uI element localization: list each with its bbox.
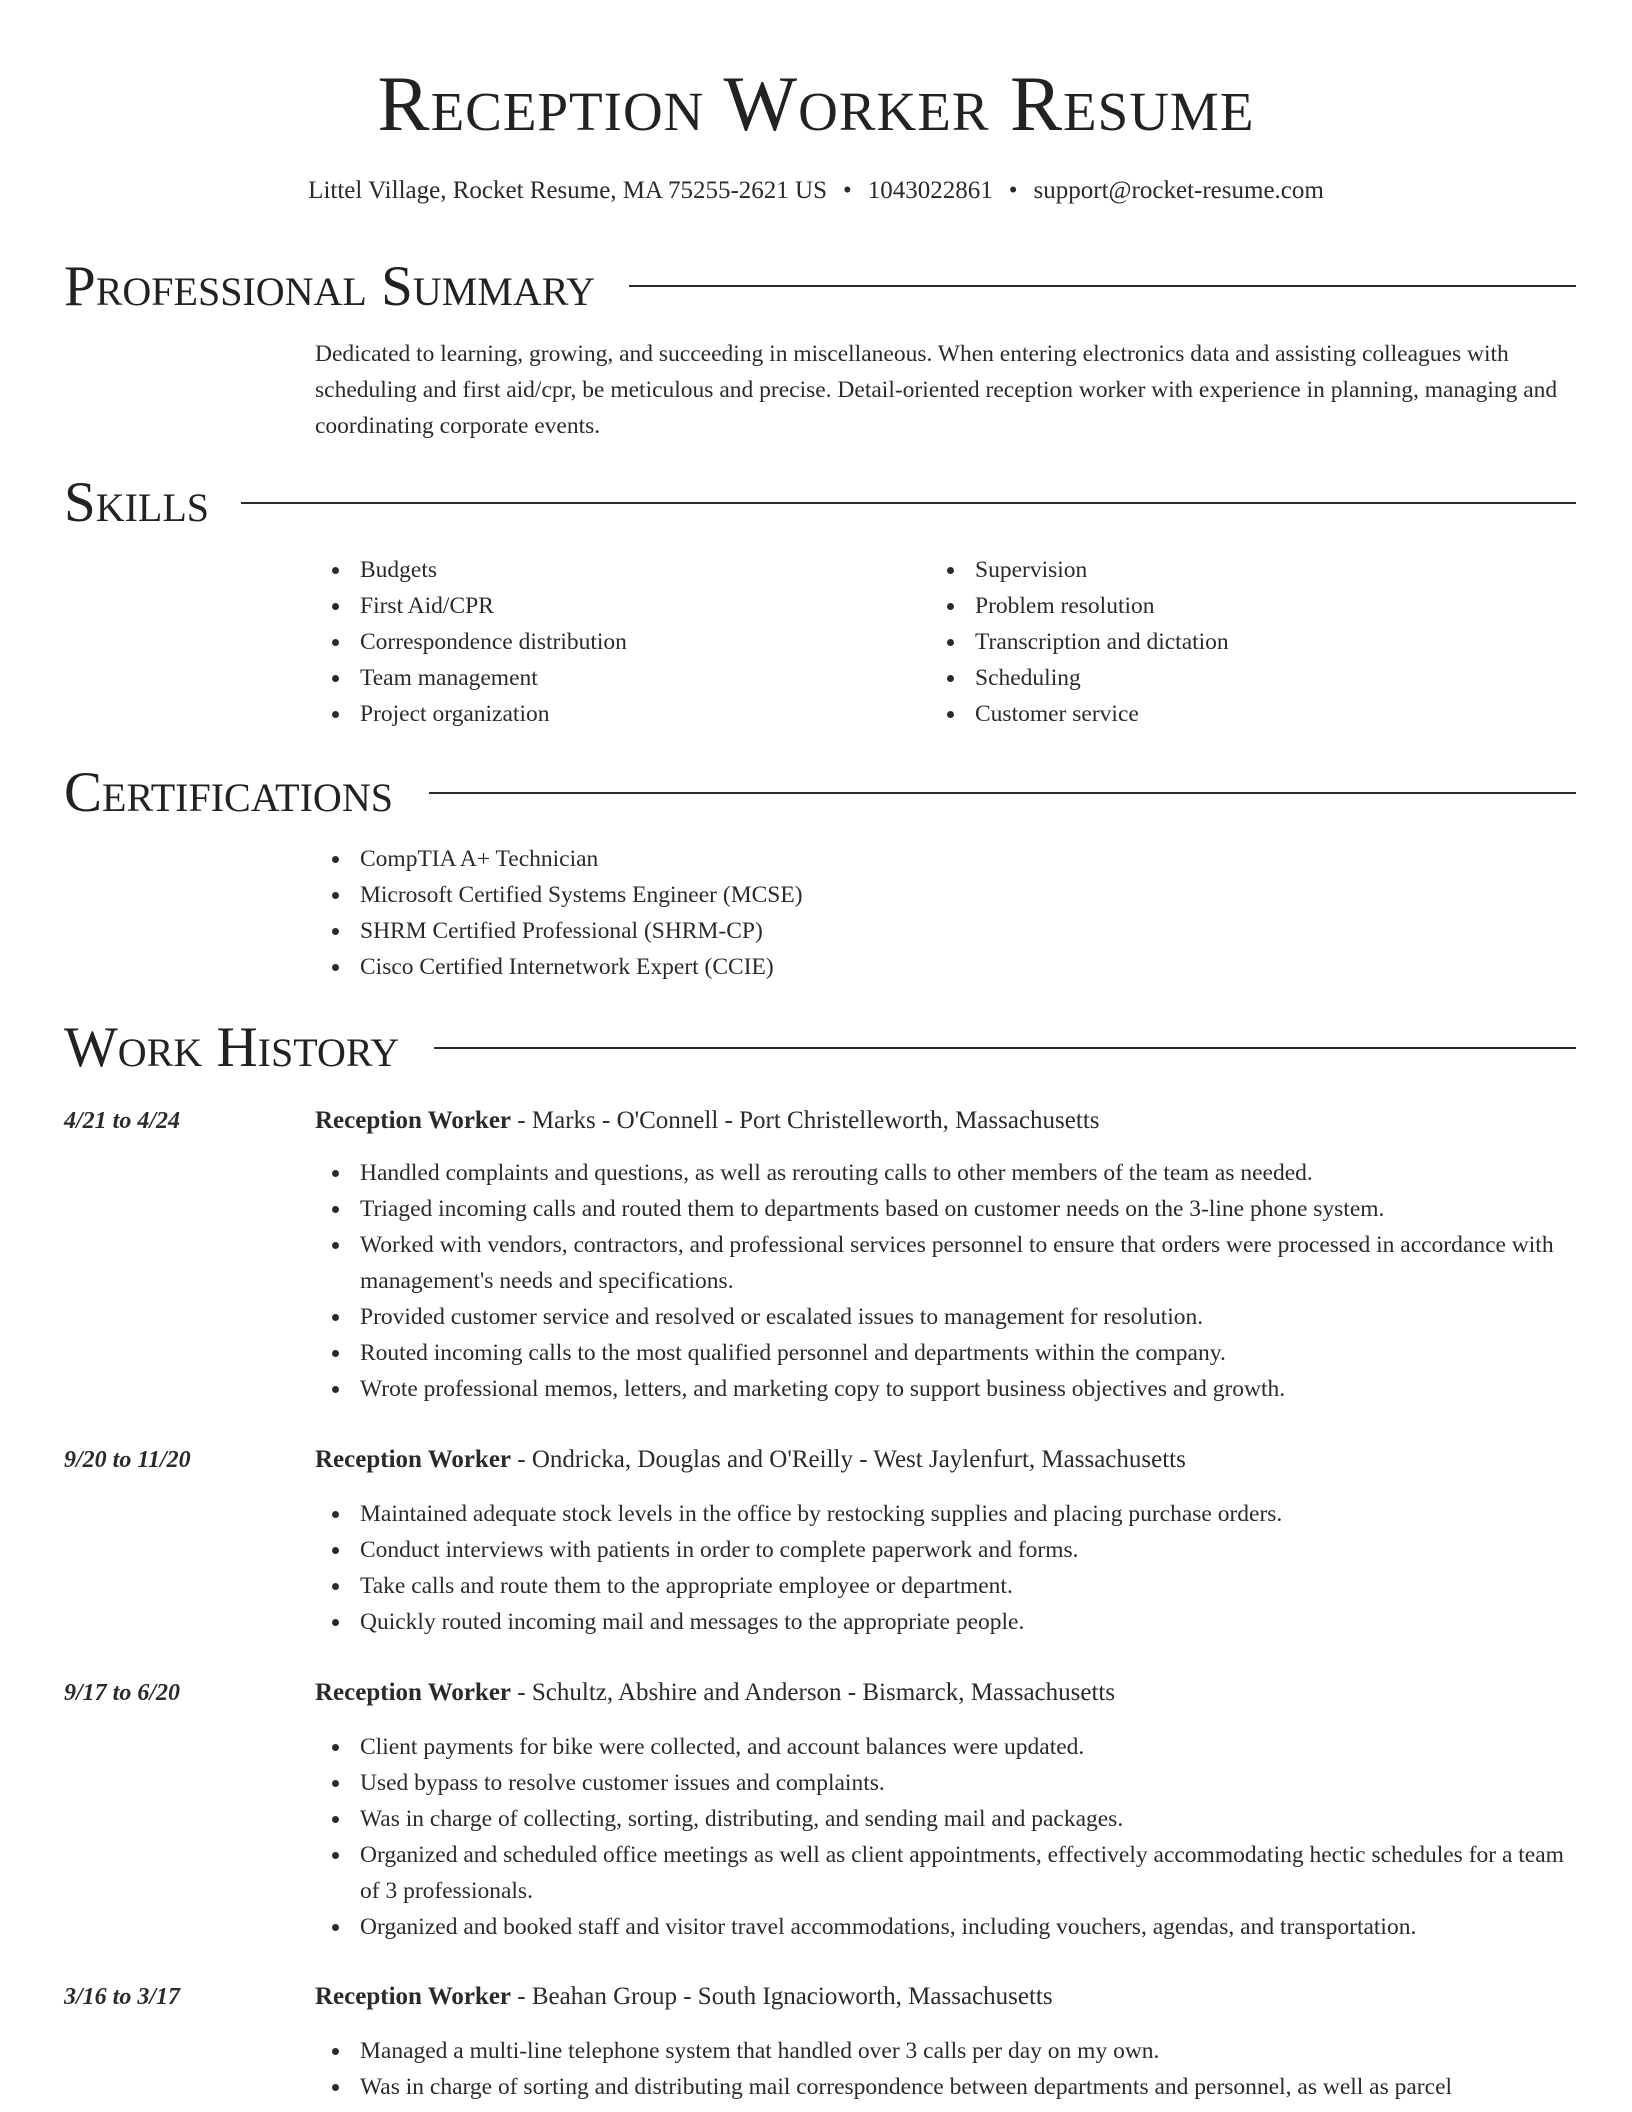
summary-text: Dedicated to learning, growing, and succeeding in miscellaneous. When entering electronics data and assisting colleagues with scheduling and first aid/cpr, be meticulous and precise. Detail-oriented reception worker with experience in planning, managing and coordinating corporate events. bbox=[315, 341, 1558, 439]
list-item: Triaged incoming calls and routed them to departments based on customer needs on the 3-line phone system. bbox=[315, 1191, 1575, 1227]
job-heading bbox=[315, 1980, 1053, 2014]
contact-separator: • bbox=[1008, 177, 1018, 204]
list-item: Problem resolution bbox=[930, 588, 1530, 624]
work-history-heading: Work History bbox=[64, 1016, 400, 1079]
summary-divider bbox=[629, 285, 1576, 287]
list-item: Client payments for bike were collected, and account balances were updated. bbox=[315, 1729, 1575, 1765]
contact-separator: • bbox=[843, 177, 852, 204]
list-item: Used bypass to resolve customer issues and complaints. bbox=[315, 1765, 1575, 1801]
job-dates: 3/16 to 3/17 bbox=[64, 1984, 181, 2010]
skills-divider bbox=[241, 502, 1576, 504]
job-company: - Marks - O'Connell - Port Christelleworth, Massachusetts bbox=[511, 1107, 1100, 1134]
job-role: Reception Worker bbox=[315, 1107, 512, 1134]
job-bullets bbox=[315, 1729, 1575, 1945]
list-item: Scheduling bbox=[930, 660, 1530, 696]
job-company: - Beahan Group - South Ignacioworth, Massachusetts bbox=[511, 1983, 1053, 2010]
list-item: Handled complaints and questions, as well as rerouting calls to other members of the team as needed. bbox=[315, 1155, 1575, 1191]
contact-email: support@rocket-resume.com bbox=[1033, 177, 1324, 204]
list-item: Take calls and route them to the appropriate employee or department. bbox=[315, 1568, 1575, 1604]
list-item: Customer service bbox=[930, 696, 1530, 732]
job-bullets bbox=[315, 1155, 1575, 1407]
summary-heading: Professional Summary bbox=[64, 255, 596, 318]
contact-address: Littel Village, Rocket Resume, MA 75255-2621 US bbox=[308, 177, 827, 204]
skills-list-right bbox=[930, 552, 1530, 732]
job-heading bbox=[315, 1104, 1100, 1138]
job-role: Reception Worker bbox=[315, 1983, 512, 2010]
job-company: - Schultz, Abshire and Anderson - Bismarck, Massachusetts bbox=[511, 1679, 1116, 1706]
list-item: Worked with vendors, contractors, and professional services personnel to ensure that orders were processed in accordance with management's needs and specifications. bbox=[315, 1227, 1575, 1299]
job-heading bbox=[315, 1676, 1115, 1710]
list-item: Transcription and dictation bbox=[930, 624, 1530, 660]
job-role: Reception Worker bbox=[315, 1679, 512, 1706]
job-dates: 9/17 to 6/20 bbox=[64, 1680, 181, 1706]
contact-phone: 1043022861 bbox=[867, 177, 993, 204]
job-dates: 4/21 to 4/24 bbox=[64, 1108, 181, 1134]
list-item: Team management bbox=[315, 660, 915, 696]
job-role: Reception Worker bbox=[315, 1446, 512, 1473]
contact-line bbox=[0, 174, 1632, 208]
list-item: Project organization bbox=[315, 696, 915, 732]
skills-list-left bbox=[315, 552, 915, 732]
list-item: Microsoft Certified Systems Engineer (MCSE) bbox=[315, 877, 1575, 913]
list-item: Routed incoming calls to the most qualified personnel and departments within the company. bbox=[315, 1335, 1575, 1371]
list-item: Was in charge of collecting, sorting, distributing, and sending mail and packages. bbox=[315, 1801, 1575, 1837]
job-company: - Ondricka, Douglas and O'Reilly - West Jaylenfurt, Massachusetts bbox=[511, 1446, 1186, 1473]
certifications-heading: Certifications bbox=[64, 761, 393, 824]
resume-title: Reception Worker Resume bbox=[377, 60, 1255, 147]
list-item: Budgets bbox=[315, 552, 915, 588]
list-item: Managed a multi-line telephone system that handled over 3 calls per day on my own. bbox=[315, 2033, 1575, 2069]
certifications-divider bbox=[429, 792, 1576, 794]
list-item: Wrote professional memos, letters, and marketing copy to support business objectives and growth. bbox=[315, 1371, 1575, 1407]
list-item: Quickly routed incoming mail and messages to the appropriate people. bbox=[315, 1604, 1575, 1640]
job-heading bbox=[315, 1443, 1186, 1477]
list-item: Was in charge of sorting and distributing mail correspondence between departments and personnel, as well as parcel bbox=[315, 2069, 1575, 2105]
job-bullets bbox=[315, 1496, 1575, 1640]
job-bullets bbox=[315, 2033, 1575, 2105]
list-item: Supervision bbox=[930, 552, 1530, 588]
work-history-divider bbox=[434, 1047, 1576, 1049]
list-item: SHRM Certified Professional (SHRM-CP) bbox=[315, 913, 1575, 949]
list-item: Correspondence distribution bbox=[315, 624, 915, 660]
list-item: CompTIA A+ Technician bbox=[315, 841, 1575, 877]
list-item: Conduct interviews with patients in order to complete paperwork and forms. bbox=[315, 1532, 1575, 1568]
list-item: Organized and scheduled office meetings as well as client appointments, effectively accommodating hectic schedules for a team of 3 professionals. bbox=[315, 1837, 1575, 1909]
certifications-list bbox=[315, 841, 1575, 985]
list-item: First Aid/CPR bbox=[315, 588, 915, 624]
list-item: Cisco Certified Internetwork Expert (CCIE) bbox=[315, 949, 1575, 985]
job-dates: 9/20 to 11/20 bbox=[64, 1447, 191, 1473]
skills-heading: Skills bbox=[64, 471, 210, 534]
list-item: Organized and booked staff and visitor travel accommodations, including vouchers, agendas, and transportation. bbox=[315, 1909, 1575, 1945]
list-item: Maintained adequate stock levels in the office by restocking supplies and placing purchase orders. bbox=[315, 1496, 1575, 1532]
list-item: Provided customer service and resolved or escalated issues to management for resolution. bbox=[315, 1299, 1575, 1335]
